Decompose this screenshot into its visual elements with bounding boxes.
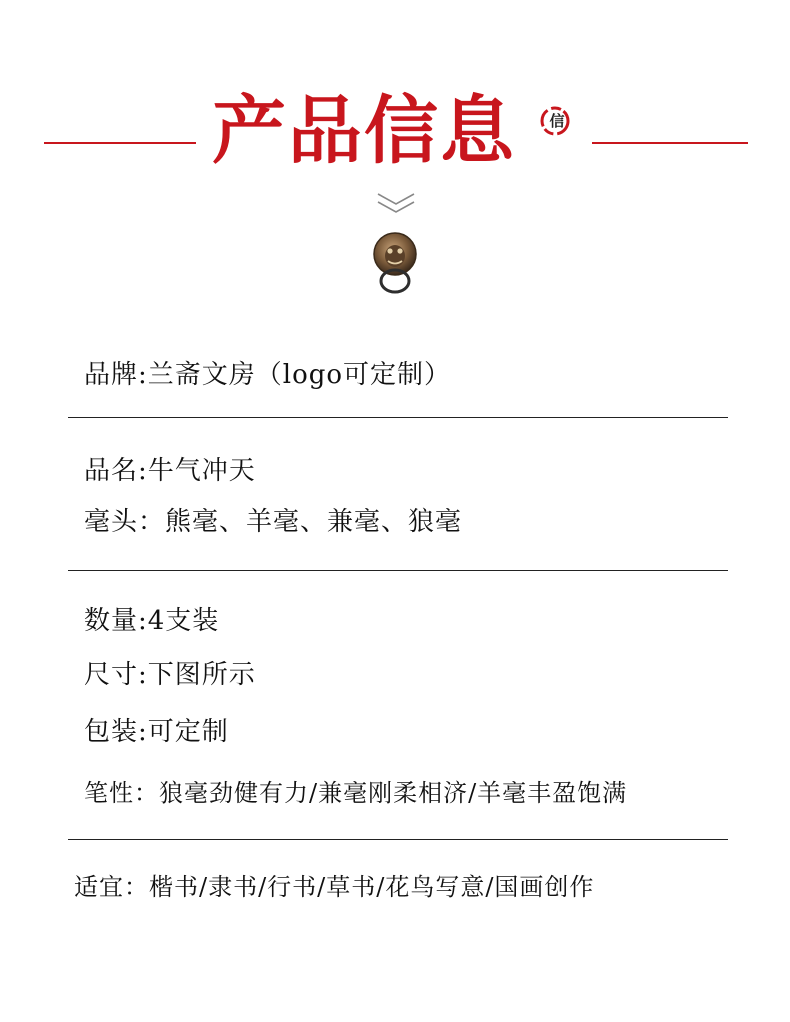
packaging-row	[84, 715, 229, 749]
size-value: 下图所示	[147, 660, 256, 690]
quantity-value: 4支装	[147, 606, 220, 636]
quantity-row	[84, 604, 219, 638]
header-line-right	[592, 142, 748, 144]
size-row	[84, 658, 256, 692]
hair-type-value: 熊毫、羊毫、兼毫、狼毫	[165, 507, 463, 537]
divider	[68, 417, 728, 418]
page-title: 产品信息	[212, 88, 516, 174]
lion-door-knocker-icon	[370, 228, 420, 296]
quantity-label: 数量:	[84, 606, 148, 636]
brand-value: 兰斋文房（logo可定制）	[147, 360, 452, 390]
suitable-value: 楷书/隶书/行书/草书/花鸟写意/国画创作	[149, 873, 595, 901]
brand-label: 品牌:	[84, 360, 148, 390]
divider	[68, 570, 728, 571]
double-chevron-down-icon	[376, 190, 416, 218]
suitable-label: 适宜：	[74, 873, 149, 901]
suitable-row	[74, 870, 594, 904]
product-name-value: 牛气冲天	[147, 456, 256, 486]
brush-character-label: 笔性：	[84, 779, 159, 807]
header-line-left	[44, 142, 196, 144]
hair-type-label: 毫头：	[84, 507, 166, 537]
packaging-value: 可定制	[147, 717, 229, 747]
brush-character-row	[84, 776, 627, 810]
brush-character-value: 狼毫劲健有力/兼毫刚柔相济/羊毫丰盈饱满	[159, 779, 628, 807]
brand-row	[84, 358, 451, 392]
packaging-label: 包装:	[84, 717, 148, 747]
hair-type-row	[84, 505, 462, 539]
seal-character: 信	[549, 112, 565, 130]
product-name-label: 品名:	[84, 456, 148, 486]
divider	[68, 839, 728, 840]
size-label: 尺寸:	[84, 660, 148, 690]
product-name-row	[84, 454, 256, 488]
